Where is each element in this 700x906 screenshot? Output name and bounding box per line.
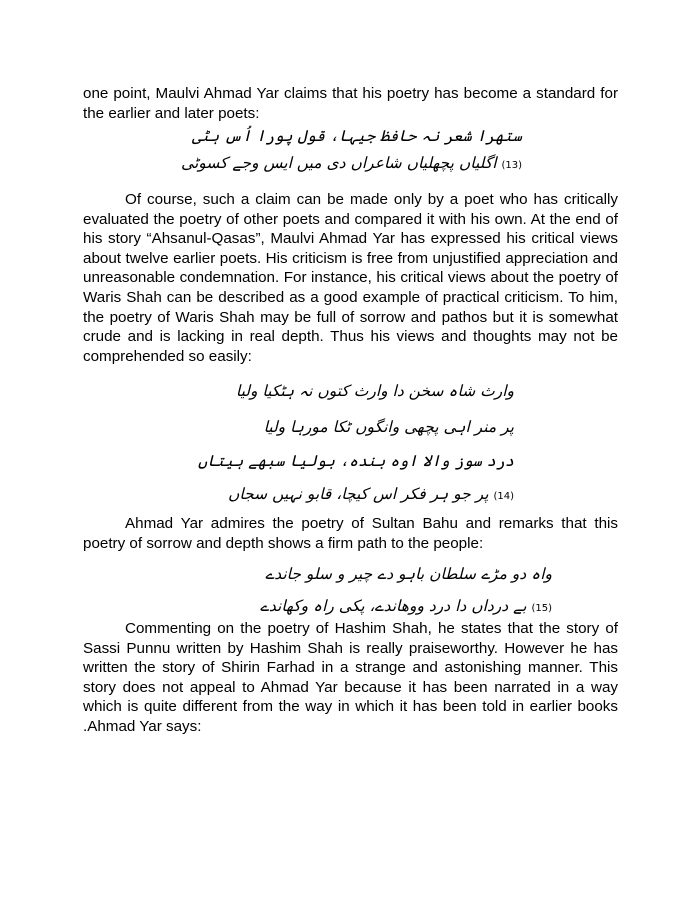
verse-text: اگلیاں پچھلیاں شاعراں دی میں ایس وجے کسوٹی: [181, 154, 497, 172]
paragraph-sultan-bahu: Ahmad Yar admires the poetry of Sultan Bahu and remarks that this poetry of sorrow and depth shows a firm path to the people:: [83, 515, 618, 552]
verse-line: [260, 596, 552, 619]
footnote-ref: (13): [501, 160, 522, 171]
paragraph-intro: one point, Maulvi Ahmad Yar claims that his poetry has become a standard for the earlier and later poets:: [83, 85, 618, 122]
paragraph-critical-views: Of course, such a claim can be made only by a poet who has critically evaluated the poetry of other poets and compared it with his own. At the end of his story “Ahsanul-Qasas”, Maulvi Ahmad Yar has expressed his critical views about twelve earlier poets. His criticism is free from unjustified appreciation and unreasonable condemnation. For instance, his critical views about the poetry of Waris Shah can be described as a good example of practical criticism. To him, the poetry of Waris Shah may be full of sorrow and pathos but it is somewhat crude and is lacking in real depth. Thus his views and thoughts may not be comprehended so easily:: [83, 191, 618, 365]
verse-text: پر جو ہر فکر اس کیچا، قابو نہیں سجاں: [228, 485, 489, 503]
footnote-ref: (15): [531, 603, 552, 614]
verse-line: [228, 484, 514, 507]
verse-line: [181, 153, 522, 176]
verse-line: درد سوز والا اوہ بندہ، بولیا سبھے ہیتاں: [197, 452, 514, 470]
verse-text: بے درداں دا درد ووھاندے، پکی راہ وکھاندے: [259, 597, 527, 615]
verse-line: واہ دو مڑے سلطان باہو دے چیر و سلو جاندے: [265, 565, 552, 583]
verse-line: پر منر اہی پچھی وانگوں ٹکا مورہا ولیا: [263, 418, 514, 436]
footnote-ref: (14): [493, 491, 514, 502]
verse-line: ستھرا شعر نہ حافظ جیہا، قول پورا اُس ہٹی: [191, 127, 522, 145]
paragraph-hashim-shah: Commenting on the poetry of Hashim Shah, he states that the story of Sassi Punnu written by Hashim Shah is really praiseworthy. However he has written the story of Shirin Farhad in a strange and astonishing manner. This story does not appeal to Ahmad Yar because it has been narrated in a way which is quite different from the way in which it has been told in earlier books .Ahmad Yar says:: [83, 620, 618, 735]
verse-line: وارث شاہ سخن دا وارث کتوں نہ ہٹکیا ولیا: [235, 382, 514, 400]
